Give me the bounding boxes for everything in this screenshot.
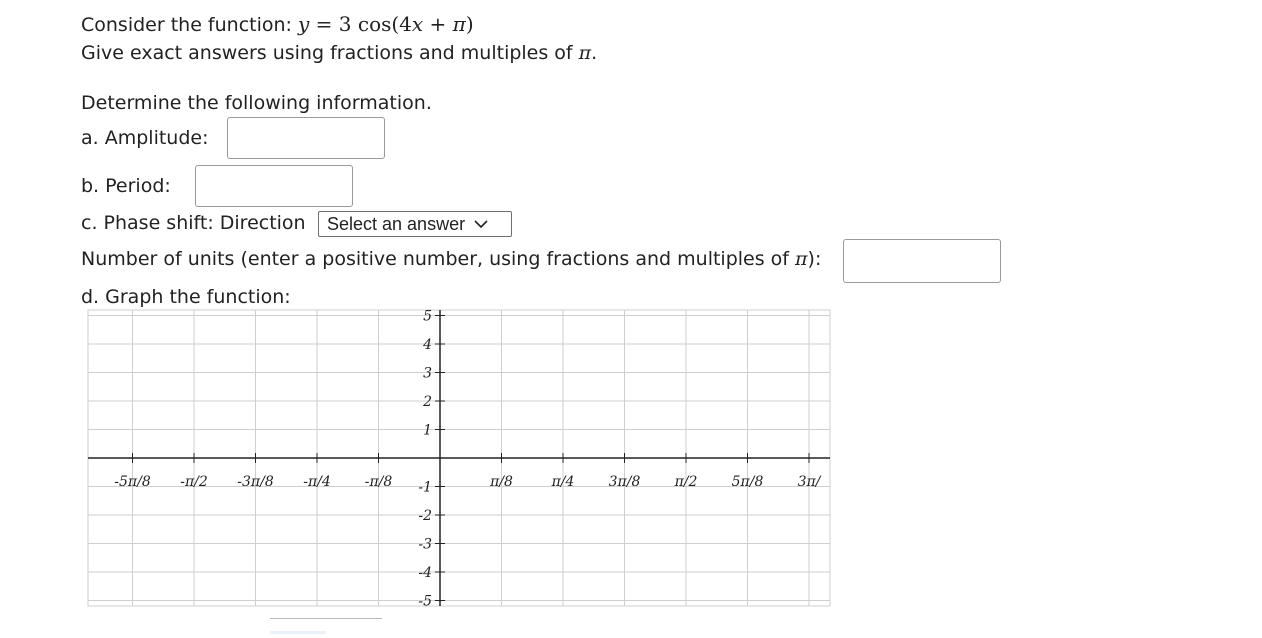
instruction-suffix: . <box>591 42 598 64</box>
bottom-tab <box>270 631 326 634</box>
phase-direction-value: Select an answer <box>327 213 466 234</box>
function-eq: = 3 cos(4 <box>309 12 412 36</box>
y-tick-label: 5 <box>423 308 432 325</box>
y-tick-label: -1 <box>418 479 432 496</box>
y-tick-label: 2 <box>423 394 432 410</box>
function-var: x <box>411 12 424 36</box>
amplitude-label: a. Amplitude: <box>81 127 209 149</box>
instruction-prefix: Give exact answers using fractions and multiples of <box>81 42 579 64</box>
graph-title: d. Graph the function: <box>81 286 291 308</box>
x-tick-label: π/2 <box>674 474 698 490</box>
y-tick-label: -3 <box>418 536 432 553</box>
x-tick-label: 3π/8 <box>608 474 641 490</box>
units-label-suffix: ): <box>807 248 822 270</box>
x-tick-label: -3π/8 <box>237 474 274 490</box>
function-close: ) <box>465 12 474 36</box>
section-title: Determine the following information. <box>81 92 432 114</box>
phase-shift-label: c. Phase shift: Direction <box>81 212 306 234</box>
units-label-pi: π <box>795 248 808 270</box>
x-tick-label: π/4 <box>551 474 575 490</box>
function-lhs: y <box>298 12 310 36</box>
y-tick-label: -2 <box>418 508 432 524</box>
x-tick-label: -5π/8 <box>114 474 151 490</box>
x-tick-label: -π/4 <box>303 474 331 490</box>
x-tick-label: 3π/ <box>797 474 821 490</box>
function-plus: + <box>423 12 453 36</box>
period-label: b. Period: <box>81 175 171 197</box>
instruction-pi: π <box>578 42 592 64</box>
function-pi: π <box>452 12 466 36</box>
y-tick-label: 3 <box>423 365 432 382</box>
y-tick-label: -4 <box>418 565 432 581</box>
y-tick-label: 1 <box>423 422 432 439</box>
y-tick-label: -5 <box>418 593 432 610</box>
units-label-prefix: Number of units (enter a positive number, using fractions and multiples of <box>81 248 796 270</box>
bottom-tab-strip <box>270 618 382 622</box>
x-tick-label: -π/8 <box>364 474 393 490</box>
x-tick-label: -π/2 <box>180 474 208 490</box>
prompt-prefix: Consider the function: <box>81 14 292 36</box>
y-tick-label: 4 <box>423 337 432 353</box>
x-tick-label: π/8 <box>490 474 513 490</box>
x-tick-label: 5π/8 <box>731 474 764 490</box>
